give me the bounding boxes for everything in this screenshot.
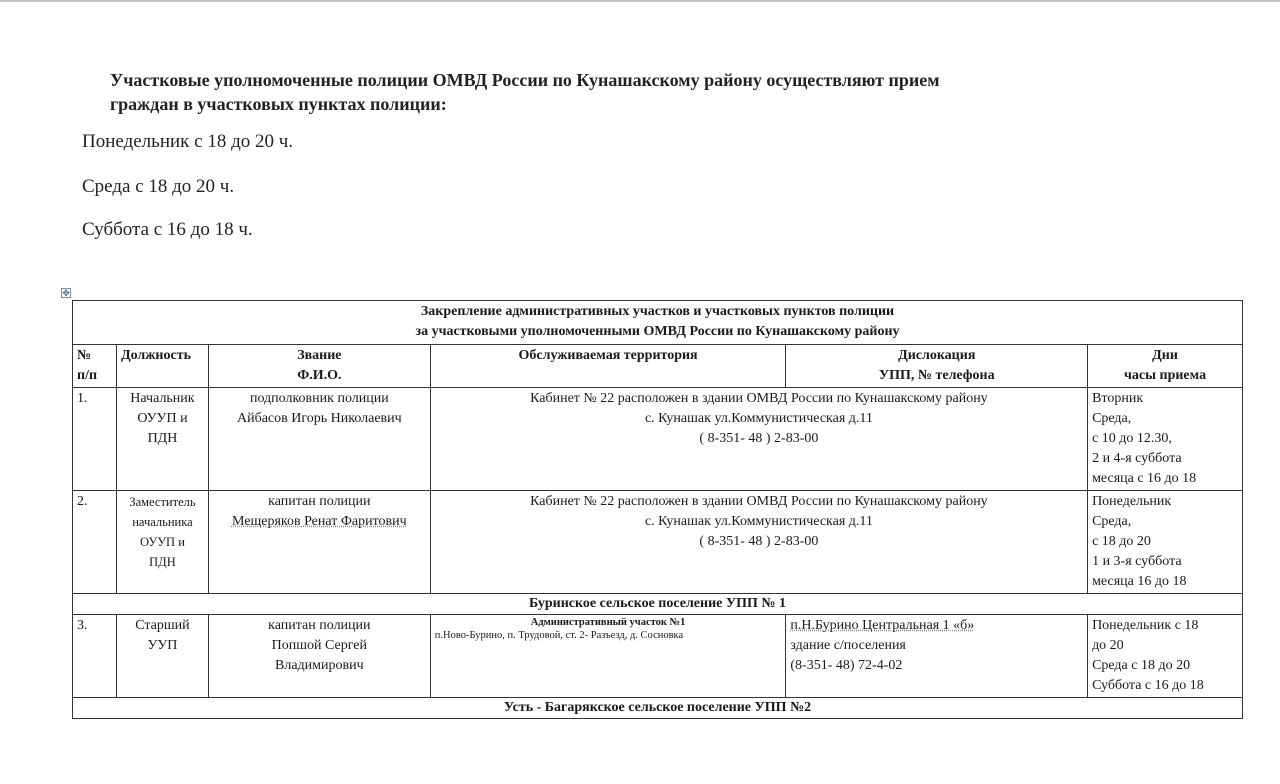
dislocation-line: здание с/поселения	[790, 638, 906, 653]
header-rank-line-2: Ф.И.О.	[297, 368, 342, 383]
hours-line: с 10 до 12.30,	[1092, 431, 1172, 446]
table-row	[73, 388, 1243, 491]
row-num: 3.	[73, 615, 117, 698]
row-rank-name	[208, 491, 430, 594]
header-num-line-1: №	[77, 348, 92, 363]
header-territory: Обслуживаемая территория	[430, 345, 786, 388]
header-num	[73, 345, 117, 388]
hours-line: Понедельник с 18	[1092, 618, 1199, 633]
location-line: с. Кунашак ул.Коммунистическая д.11	[644, 514, 873, 529]
row-location	[430, 388, 1087, 491]
rank-text: капитан полиции	[268, 494, 371, 509]
header-position: Должность	[116, 345, 208, 388]
header-dislocation-line-1: Дислокация	[898, 348, 976, 363]
hours-line: месяца с 16 до 18	[1092, 471, 1197, 486]
hours-line: Понедельник	[1092, 494, 1172, 509]
position-line: начальника	[132, 515, 193, 529]
rank-text: подполковник полиции	[249, 391, 389, 406]
row-num: 2.	[73, 491, 117, 594]
name-text: Владимирович	[275, 658, 364, 673]
position-line: ОУУП и	[140, 535, 185, 549]
intro-line-1: Участковые уполномоченные полиции ОМВД России по Кунашакскому району осуществляют прием	[110, 70, 940, 90]
hours-line: месяца 16 до 18	[1092, 574, 1187, 589]
header-dislocation-line-2: УПП, № телефона	[878, 368, 995, 383]
window-top-border	[0, 0, 1280, 2]
territory-title: Административный участок №1	[530, 617, 686, 628]
position-line: ПДН	[147, 431, 178, 446]
row-hours	[1088, 615, 1243, 698]
table-row	[73, 615, 1243, 698]
position-line: Начальник	[130, 391, 195, 406]
position-line: Заместитель	[129, 495, 196, 509]
row-num: 1.	[73, 388, 117, 491]
row-hours	[1088, 388, 1243, 491]
header-rank-line-1: Звание	[297, 348, 342, 363]
header-dislocation	[786, 345, 1088, 388]
position-line: ПДН	[149, 555, 176, 569]
header-hours-line-1: Дни	[1152, 348, 1178, 363]
hours-line: 2 и 4-я суббота	[1092, 451, 1182, 466]
hours-line: до 20	[1092, 638, 1124, 653]
table-row	[73, 491, 1243, 594]
name-text: Попшой Сергей	[271, 638, 368, 653]
schedule-saturday: Суббота с 16 до 18 ч.	[82, 219, 253, 240]
territory-text: п.Ново-Бурино, п. Трудовой, ст. 2- Разъезд, д. Сосновка	[434, 630, 684, 641]
hours-line: 1 и 3-я суббота	[1092, 554, 1182, 569]
table-title-row	[73, 301, 1243, 345]
row-rank-name	[208, 615, 430, 698]
schedule-monday: Понедельник с 18 до 20 ч.	[82, 131, 294, 152]
header-rank	[208, 345, 430, 388]
row-rank-name	[208, 388, 430, 491]
hours-line: с 18 до 20	[1092, 534, 1151, 549]
section-title-1: Буринское сельское поселение УПП № 1	[73, 594, 1243, 615]
hours-line: Вторник	[1092, 391, 1144, 406]
header-hours	[1088, 345, 1243, 388]
intro-line-2: граждан в участковых пунктах полиции:	[110, 94, 447, 114]
location-line: Кабинет № 22 расположен в здании ОМВД России по Кунашакскому району	[530, 494, 988, 509]
location-line: с. Кунашак ул.Коммунистическая д.11	[644, 411, 873, 426]
name-text: Мещеряков Ренат Фаритович	[231, 514, 407, 529]
table-header-row	[73, 345, 1243, 388]
location-line: ( 8-351- 48 ) 2-83-00	[699, 534, 819, 549]
row-dislocation	[786, 615, 1088, 698]
row-position	[116, 491, 208, 594]
name-text: Айбасов Игорь Николаевич	[236, 411, 402, 426]
dislocation-line: (8-351- 48) 72-4-02	[790, 658, 903, 673]
dislocation-line: п.Н.Бурино Центральная 1 «б»	[790, 618, 975, 633]
row-hours	[1088, 491, 1243, 594]
intro-heading	[110, 68, 1150, 116]
position-line: УУП	[147, 638, 178, 653]
section-row	[73, 698, 1243, 719]
hours-line: Среда,	[1092, 411, 1132, 426]
position-line: ОУУП и	[137, 411, 188, 426]
table-move-handle-icon[interactable]: ✥	[62, 288, 70, 298]
location-line: ( 8-351- 48 ) 2-83-00	[699, 431, 819, 446]
hours-line: Среда с 18 до 20	[1092, 658, 1191, 673]
section-row	[73, 594, 1243, 615]
section-title-2: Усть - Багарякское сельское поселение УПП №2	[73, 698, 1243, 719]
table-title-line-1: Закрепление административных участков и участковых пунктов полиции	[420, 304, 895, 319]
assignment-table	[72, 300, 1243, 719]
hours-line: Суббота с 16 до 18	[1092, 678, 1204, 693]
location-line: Кабинет № 22 расположен в здании ОМВД России по Кунашакскому району	[530, 391, 988, 406]
rank-text: капитан полиции	[268, 618, 371, 633]
row-territory	[430, 615, 786, 698]
table-title-line-2: за участковыми уполномоченными ОМВД России по Кунашакскому району	[415, 324, 900, 339]
position-line: Старший	[135, 618, 190, 633]
header-num-line-2: п/п	[77, 368, 98, 383]
row-position	[116, 388, 208, 491]
hours-line: Среда,	[1092, 514, 1132, 529]
header-hours-line-2: часы приема	[1123, 368, 1207, 383]
row-location	[430, 491, 1087, 594]
schedule-wednesday: Среда с 18 до 20 ч.	[82, 176, 235, 197]
row-position	[116, 615, 208, 698]
table-title	[73, 301, 1243, 345]
